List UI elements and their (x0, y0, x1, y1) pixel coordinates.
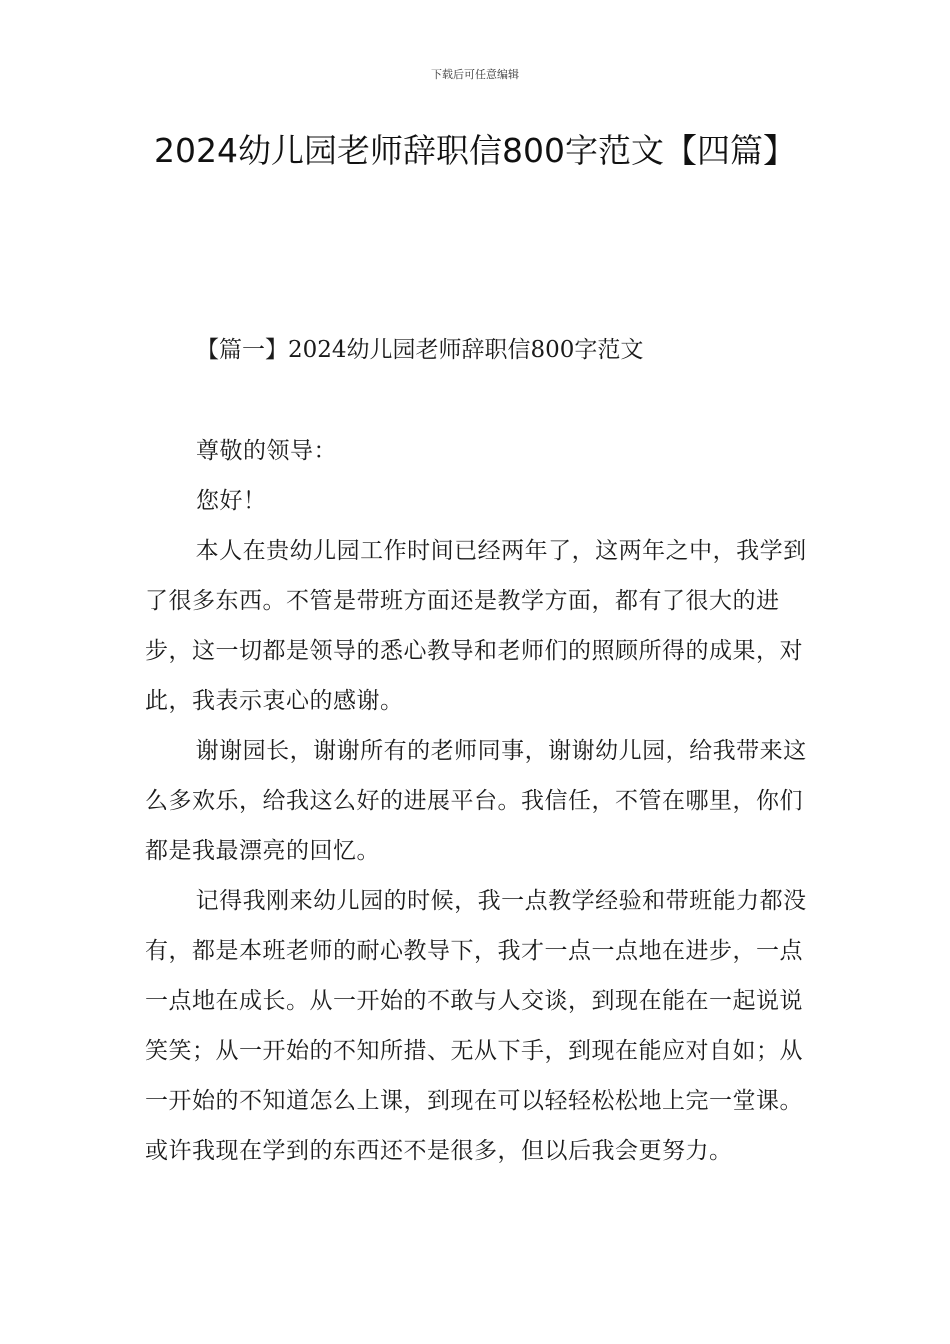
document-title: 2024幼儿园老师辞职信800字范文【四篇】 (154, 131, 796, 170)
section-heading: 【篇一】2024幼儿园老师辞职信800字范文 (196, 337, 644, 363)
body-paragraph-3: 记得我刚来幼儿园的时候，我一点教学经验和带班能力都没有，都是本班老师的耐心教导下，我才一点一点地在进步，一点一点地在成长。从一开始的不敢与人交谈，到现在能在一起说说笑笑；从一开始的不知所措、无从下手，到现在能应对自如；从一开始的不知道怎么上课，到现在可以轻轻松松地上完一堂课。或许我现在学到的东西还不是很多，但以后我会更努力。 (145, 888, 807, 1164)
letter-body (145, 426, 807, 1176)
page-header-note: 下载后可任意编辑 (431, 68, 519, 81)
body-paragraph-2: 谢谢园长，谢谢所有的老师同事，谢谢幼儿园，给我带来这么多欢乐，给我这么好的进展平台。我信任，不管在哪里，你们都是我最漂亮的回忆。 (145, 738, 807, 864)
body-paragraph-1: 本人在贵幼儿园工作时间已经两年了，这两年之中，我学到了很多东西。不管是带班方面还是教学方面，都有了很大的进步，这一切都是领导的悉心教导和老师们的照顾所得的成果，对此，我表示衷心的感谢。 (145, 538, 807, 714)
salutation: 尊敬的领导： (196, 438, 337, 464)
greeting: 您好！ (196, 488, 267, 514)
